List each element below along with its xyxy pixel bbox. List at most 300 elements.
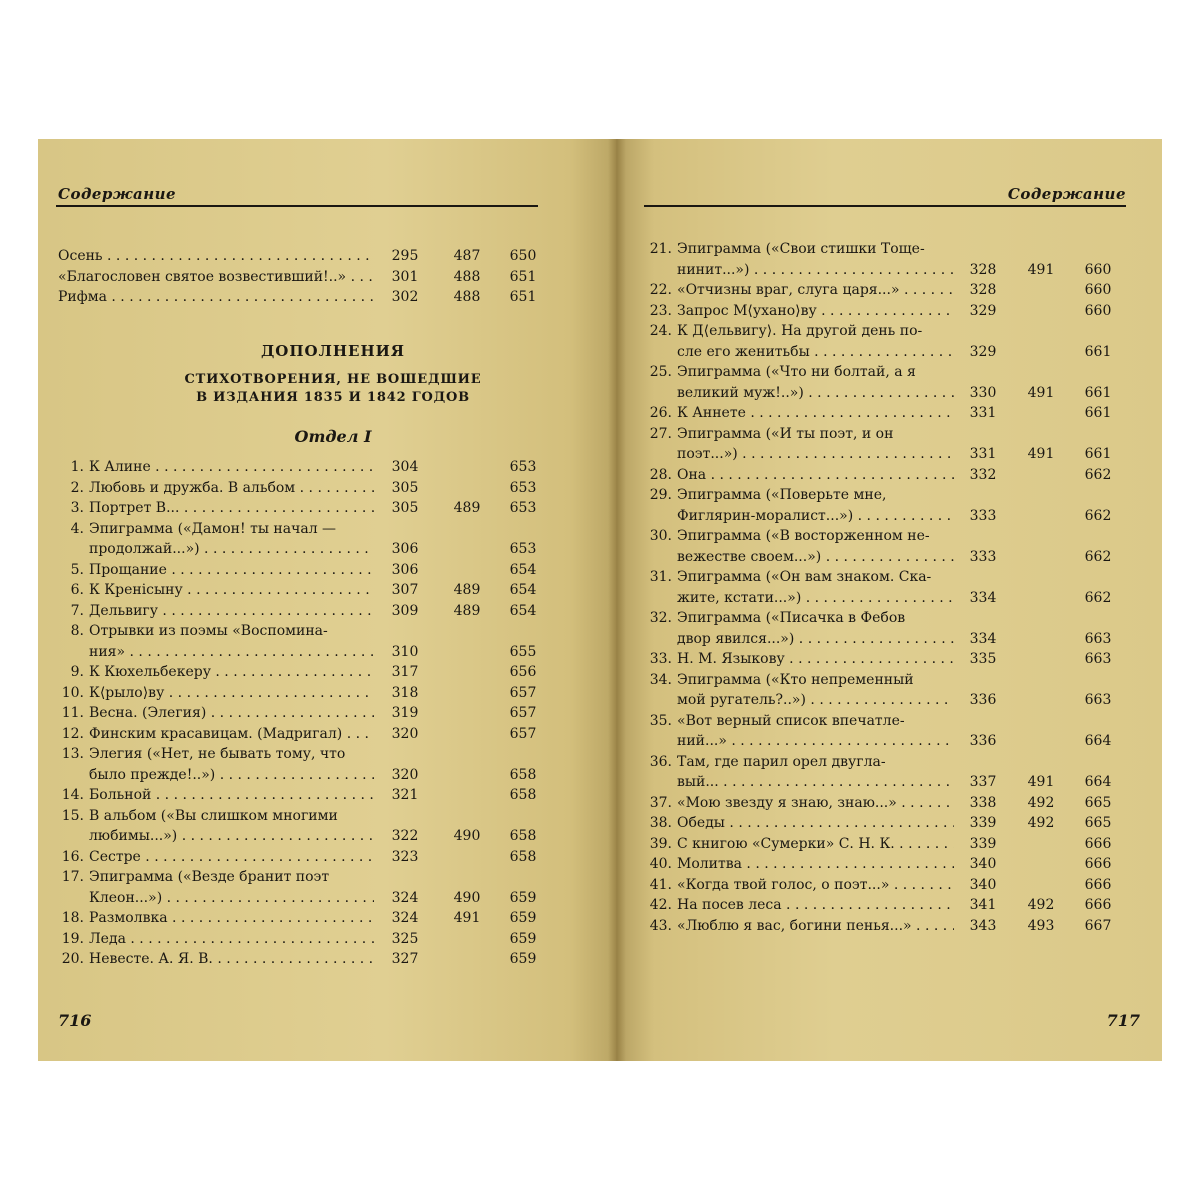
page-ref-p1: 321	[391, 787, 419, 803]
entry-text-fragment: было прежде!..») . . .	[89, 767, 374, 783]
entry-text-fragment: Размолвка . . .	[89, 910, 374, 926]
entry-title	[646, 567, 954, 608]
page-ref-p1: 331	[969, 446, 997, 462]
toc-entry	[646, 752, 1126, 793]
entry-text-fragment: Отрывки из поэмы «Воспомина-	[89, 623, 328, 639]
header-rule	[644, 205, 1126, 207]
entry-text-line	[677, 362, 954, 383]
entry-text	[89, 560, 374, 581]
entry-text-fragment: Осень . . .	[58, 248, 374, 264]
entry-text	[89, 867, 374, 908]
page-ref-p3: 663	[1084, 651, 1112, 667]
page-ref-p1: 333	[969, 548, 997, 565]
entry-text-fragment: С книгою «Сумерки» С. Н. К. . . .	[677, 836, 954, 852]
entry-text-line	[89, 826, 374, 847]
entry-text	[677, 485, 954, 526]
page-ref-p2: 489	[453, 500, 481, 516]
entry-title	[58, 806, 374, 847]
entry-title	[58, 478, 374, 499]
entry-number: 28.	[649, 466, 672, 483]
entry-text-line	[89, 765, 374, 786]
page-ref-p1: 333	[969, 507, 997, 524]
page-ref-p3: 663	[1084, 630, 1112, 647]
page-ref-p1: 336	[969, 692, 997, 708]
entry-text-fragment: поэт...») . . .	[677, 446, 954, 462]
entry-text-line	[89, 683, 374, 704]
entry-text-fragment: Леда . . .	[89, 931, 374, 947]
page-ref-p3: 658	[509, 787, 537, 803]
entry-text	[677, 567, 954, 608]
entry-number: 27.	[649, 425, 672, 442]
entry-text-line	[89, 560, 374, 581]
entry-number: 29.	[649, 487, 672, 503]
entry-text-line	[677, 711, 954, 732]
page-ref-p1: 317	[391, 664, 419, 680]
entry-text-line	[677, 670, 954, 691]
entry-text-fragment: Прощание . . .	[89, 562, 374, 578]
entry-title	[58, 724, 374, 745]
page-ref-p3: 658	[509, 766, 537, 783]
entry-text-line	[89, 498, 374, 519]
page-ref-p2: 490	[453, 889, 481, 906]
entry-number: 36.	[649, 753, 672, 770]
page-ref-p1: 337	[969, 774, 997, 790]
page-ref-p3: 657	[509, 705, 537, 721]
page-ref-p3: 662	[1084, 589, 1112, 606]
entry-number: 21.	[649, 241, 672, 257]
page-ref-p1: 322	[391, 828, 419, 844]
entry-title	[646, 321, 954, 362]
entry-text	[89, 621, 374, 662]
page-ref-p2: 491	[453, 910, 481, 926]
entry-text-fragment: продолжай...») . . .	[89, 541, 374, 557]
toc-entry	[646, 465, 1126, 486]
entry-text-fragment: Эпиграмма («И ты поэт, и он	[677, 425, 894, 442]
page-ref-p1: 329	[969, 343, 997, 360]
entry-text	[677, 526, 954, 567]
page-ref-p3: 665	[1084, 815, 1112, 831]
toc-entry	[646, 916, 1126, 937]
page-ref-p2: 489	[453, 582, 481, 598]
entry-text-line	[677, 280, 954, 301]
entry-title	[646, 485, 954, 526]
page-ref-p2: 488	[453, 268, 481, 285]
page-ref-p3: 658	[509, 848, 537, 865]
entry-text	[677, 916, 954, 937]
toc-entry	[58, 580, 548, 601]
entry-text-fragment: Она . . .	[677, 467, 954, 483]
page-ref-p3: 657	[509, 684, 537, 701]
entry-text-fragment: Финским красавицам. (Мадригал) . . .	[89, 726, 374, 742]
page-ref-p1: 324	[391, 910, 419, 926]
toc-entry	[58, 929, 548, 950]
entry-text-fragment: Любовь и дружба. В альбом . . .	[89, 480, 374, 496]
page-number: 716	[58, 1011, 92, 1030]
entry-title	[646, 875, 954, 896]
entry-title	[58, 560, 374, 581]
page-ref-p2: 491	[1027, 774, 1055, 790]
running-head: Содержание	[1007, 185, 1126, 203]
page-ref-p1: 334	[969, 589, 997, 606]
entry-text-line	[89, 457, 374, 478]
entry-text-line	[677, 731, 954, 752]
entry-text	[58, 287, 374, 308]
entry-text-line	[677, 588, 954, 609]
entry-text-fragment: вежестве своем...») . . .	[677, 549, 954, 565]
part-title: Отдел I	[294, 427, 372, 446]
page-ref-p1: 328	[969, 261, 997, 278]
entry-text-fragment: К⟨рыло⟩ву . . .	[89, 685, 374, 701]
page-ref-p1: 327	[391, 951, 419, 967]
page-ref-p2: 487	[453, 248, 481, 264]
page-ref-p2: 490	[453, 828, 481, 844]
entry-text-line	[677, 834, 954, 855]
page-ref-p1: 309	[391, 602, 419, 619]
entry-text-line	[677, 444, 954, 465]
toc-entry	[646, 424, 1126, 465]
page-ref-p1: 328	[969, 282, 997, 298]
entry-text-line	[677, 690, 954, 711]
entry-text-fragment: Эпиграмма («В восторженном не-	[677, 528, 930, 544]
entry-number: 22.	[649, 282, 672, 298]
entry-text-line	[89, 662, 374, 683]
toc-entry	[58, 246, 548, 267]
page-ref-p2: 491	[1027, 261, 1055, 278]
page-ref-p3: 667	[1084, 917, 1112, 934]
entry-text-line	[89, 847, 374, 868]
page-ref-p1: 318	[391, 684, 419, 701]
entry-title	[58, 744, 374, 785]
entry-text-line	[677, 485, 954, 506]
entry-title	[646, 895, 954, 916]
entry-text-line	[677, 239, 954, 260]
entry-text-fragment: Невесте. А. Я. В. . . .	[89, 951, 374, 967]
page-ref-p3: 659	[509, 910, 537, 926]
page-ref-p1: 335	[969, 651, 997, 667]
entry-text	[677, 649, 954, 670]
page-ref-p3: 653	[509, 541, 537, 557]
entry-title	[58, 867, 374, 908]
entry-number: 1.	[70, 459, 84, 475]
page-ref-p1: 330	[969, 384, 997, 401]
entry-text-fragment: Молитва . . .	[677, 856, 954, 872]
entry-number: 38.	[649, 815, 672, 831]
page-ref-p3: 656	[509, 664, 537, 680]
entry-number: 14.	[61, 787, 84, 803]
toc-entry	[58, 267, 548, 288]
toc-entry	[646, 793, 1126, 814]
toc-entry	[646, 649, 1126, 670]
entry-text	[677, 670, 954, 711]
page-ref-p3: 659	[509, 889, 537, 906]
entry-text	[89, 703, 374, 724]
section-subtitle	[148, 371, 518, 407]
entry-text-line	[677, 793, 954, 814]
entry-text-fragment: Дельвигу . . .	[89, 603, 374, 619]
entry-text-fragment: великий муж!..») . . .	[677, 385, 954, 401]
toc-entry	[646, 321, 1126, 362]
page-ref-p3: 662	[1084, 466, 1112, 483]
page-ref-p1: 306	[391, 541, 419, 557]
page-ref-p1: 329	[969, 302, 997, 319]
toc-entry	[646, 834, 1126, 855]
entry-text-fragment: Там, где парил орел двугла-	[677, 753, 886, 770]
entry-text	[677, 424, 954, 465]
left-page	[38, 139, 616, 1061]
entry-text-line	[677, 895, 954, 916]
entry-title	[646, 526, 954, 567]
page-ref-p3: 666	[1084, 876, 1112, 893]
entry-number: 42.	[649, 897, 672, 913]
toc-entry	[646, 362, 1126, 403]
entry-text-fragment: На посев леса . . .	[677, 897, 954, 913]
entry-number: 41.	[649, 876, 672, 893]
page-ref-p1: 332	[969, 466, 997, 483]
entry-text	[677, 239, 954, 280]
page-ref-p3: 657	[509, 725, 537, 742]
toc-entry	[646, 854, 1126, 875]
entry-text-fragment: Рифма . . .	[58, 289, 374, 305]
page-ref-p3: 655	[509, 643, 537, 660]
entry-text	[677, 403, 954, 424]
page-ref-p1: 340	[969, 856, 997, 872]
entry-text	[677, 813, 954, 834]
running-head: Содержание	[58, 185, 177, 203]
entry-text-line	[89, 806, 374, 827]
page-ref-p1: 339	[969, 835, 997, 852]
entry-number: 2.	[70, 479, 84, 496]
toc-entry	[58, 724, 548, 745]
book-spread	[38, 139, 1162, 1061]
entry-number: 5.	[70, 561, 84, 578]
entry-title	[646, 424, 954, 465]
toc-entry	[58, 683, 548, 704]
entry-number: 31.	[649, 569, 672, 585]
entry-text-fragment: Обеды . . .	[677, 815, 954, 831]
page-ref-p3: 666	[1084, 856, 1112, 872]
toc-entry	[646, 403, 1126, 424]
entry-text-fragment: «Вот верный список впечатле-	[677, 712, 905, 729]
entry-text	[677, 465, 954, 486]
entry-text-fragment: Эпиграмма («Свои стишки Тоще-	[677, 241, 925, 257]
entry-text-line	[677, 260, 954, 281]
entry-title	[58, 929, 374, 950]
page-ref-p2: 492	[1027, 897, 1055, 913]
toc-entry	[58, 867, 548, 908]
page-ref-p2: 493	[1027, 917, 1055, 934]
page-ref-p3: 651	[509, 289, 537, 305]
toc-entry	[646, 670, 1126, 711]
entry-number: 24.	[649, 323, 672, 339]
entry-text-line	[677, 608, 954, 629]
toc-entry	[58, 287, 548, 308]
toc-entry	[646, 813, 1126, 834]
entry-text-fragment: Больной . . .	[89, 787, 374, 803]
entry-text-line	[58, 246, 374, 267]
entry-text-fragment: Эпиграмма («Поверьте мне,	[677, 487, 887, 503]
entry-title	[58, 498, 374, 519]
entry-text	[89, 601, 374, 622]
entry-text-fragment: К Д⟨ельвигу⟩. На другой день по-	[677, 323, 923, 339]
entry-text-fragment: сле его женитьбы . . .	[677, 344, 954, 360]
page-ref-p1: 305	[391, 500, 419, 516]
toc-entry	[646, 895, 1126, 916]
entry-title	[58, 949, 374, 970]
entry-text-line	[677, 875, 954, 896]
entry-text-line	[89, 929, 374, 950]
entry-text-line	[677, 629, 954, 650]
entry-text-line	[677, 424, 954, 445]
page-ref-p3: 665	[1084, 794, 1112, 811]
entry-text-fragment: «Благословен святое возвестивший!..» . . .	[58, 269, 374, 285]
entry-text-fragment: Запрос М⟨ухано⟩ву . . .	[677, 303, 954, 319]
toc-list	[646, 239, 1126, 936]
entry-text	[89, 457, 374, 478]
entry-title	[646, 465, 954, 486]
entry-text-fragment: ний...» . . .	[677, 733, 954, 749]
page-ref-p3: 654	[509, 561, 537, 578]
entry-text-fragment: К Кюхельбекеру . . .	[89, 664, 374, 680]
toc-entry	[58, 662, 548, 683]
entry-title	[646, 711, 954, 752]
entry-text-line	[677, 506, 954, 527]
page-ref-p1: 310	[391, 643, 419, 660]
entry-title	[646, 916, 954, 937]
page-ref-p3: 662	[1084, 548, 1112, 565]
entry-text-line	[89, 539, 374, 560]
entry-title	[646, 813, 954, 834]
entry-text	[677, 793, 954, 814]
entry-number: 6.	[70, 582, 84, 598]
entry-text-line	[89, 785, 374, 806]
entry-title	[58, 703, 374, 724]
page-ref-p1: 319	[391, 705, 419, 721]
entry-text-fragment: Эпиграмма («Везде бранит поэт	[89, 869, 330, 885]
entry-text-fragment: «Когда твой голос, о поэт...» . . .	[677, 877, 954, 893]
entry-text-fragment: Весна. (Элегия) . . .	[89, 705, 374, 721]
entry-title	[58, 601, 374, 622]
entry-text-line	[677, 567, 954, 588]
entry-text-line	[89, 908, 374, 929]
entry-text-line	[89, 642, 374, 663]
page-ref-p1: 341	[969, 897, 997, 913]
toc-entry	[58, 949, 548, 970]
entry-text	[677, 752, 954, 793]
entry-text-line	[677, 752, 954, 773]
entry-number: 23.	[649, 302, 672, 319]
toc-entry	[646, 485, 1126, 526]
toc-entry	[646, 280, 1126, 301]
entry-text-line	[89, 703, 374, 724]
entry-text-line	[677, 403, 954, 424]
entry-text-fragment: К Кренicыну . . .	[89, 582, 374, 598]
page-ref-p2: 489	[453, 602, 481, 619]
entry-text-fragment: «Люблю я вас, богини пенья...» . . .	[677, 918, 954, 934]
page-ref-p1: 306	[391, 561, 419, 578]
entry-text	[89, 478, 374, 499]
page-ref-p3: 664	[1084, 774, 1112, 790]
entry-number: 9.	[70, 664, 84, 680]
entry-number: 30.	[649, 528, 672, 544]
entry-number: 12.	[61, 725, 84, 742]
page-ref-p3: 654	[509, 582, 537, 598]
entry-text-fragment: ния» . . .	[89, 644, 374, 660]
entry-text-line	[89, 724, 374, 745]
entry-text	[677, 280, 954, 301]
entry-text	[89, 949, 374, 970]
page-ref-p2: 491	[1027, 446, 1055, 462]
toc-entry	[58, 847, 548, 868]
page-ref-p1: 334	[969, 630, 997, 647]
toc-entry	[58, 498, 548, 519]
entry-text	[89, 785, 374, 806]
entry-title	[58, 287, 374, 308]
entry-text-line	[89, 580, 374, 601]
entry-text	[89, 929, 374, 950]
entry-text-line	[677, 649, 954, 670]
entry-title	[58, 580, 374, 601]
entry-text-line	[677, 547, 954, 568]
page-ref-p1: 302	[391, 289, 419, 305]
entry-text	[677, 711, 954, 752]
entry-title	[646, 834, 954, 855]
toc-list-top	[58, 246, 548, 308]
page-ref-p1: 324	[391, 889, 419, 906]
toc-entry	[646, 301, 1126, 322]
page-ref-p1: 340	[969, 876, 997, 893]
entry-text-line	[677, 854, 954, 875]
page-ref-p3: 662	[1084, 507, 1112, 524]
entry-text	[89, 744, 374, 785]
page-ref-p3: 664	[1084, 733, 1112, 749]
toc-entry	[58, 519, 548, 560]
entry-text-line	[58, 287, 374, 308]
page-ref-p3: 651	[509, 268, 537, 285]
page-ref-p3: 653	[509, 459, 537, 475]
entry-title	[58, 457, 374, 478]
page-ref-p3: 650	[509, 248, 537, 264]
entry-text-line	[89, 519, 374, 540]
entry-text-fragment: мой ругатель?..») . . .	[677, 692, 954, 708]
entry-text-line	[677, 813, 954, 834]
page-ref-p3: 661	[1084, 384, 1112, 401]
page-ref-p3: 663	[1084, 692, 1112, 708]
entry-text-fragment: К Алине . . .	[89, 459, 374, 475]
entry-text-fragment: Эпиграмма («Он вам знаком. Ска-	[677, 569, 932, 585]
entry-title	[58, 246, 374, 267]
header-rule	[56, 205, 538, 207]
entry-text-fragment: Сестре . . .	[89, 849, 374, 865]
entry-title	[646, 301, 954, 322]
entry-text	[677, 608, 954, 649]
entry-text	[677, 362, 954, 403]
entry-text	[89, 724, 374, 745]
entry-number: 10.	[61, 684, 84, 701]
entry-text	[677, 301, 954, 322]
page-ref-p3: 658	[509, 828, 537, 844]
entry-text	[677, 895, 954, 916]
page-number: 717	[1106, 1011, 1140, 1030]
page-ref-p3: 661	[1084, 446, 1112, 462]
page-ref-p3: 666	[1084, 835, 1112, 852]
entry-number: 26.	[649, 405, 672, 421]
entry-text-line	[89, 478, 374, 499]
entry-text-line	[677, 342, 954, 363]
entry-text-fragment: Эпиграмма («Писачка в Фебов	[677, 610, 906, 626]
entry-number: 7.	[70, 602, 84, 619]
toc-entry	[58, 457, 548, 478]
entry-number: 34.	[649, 671, 672, 688]
